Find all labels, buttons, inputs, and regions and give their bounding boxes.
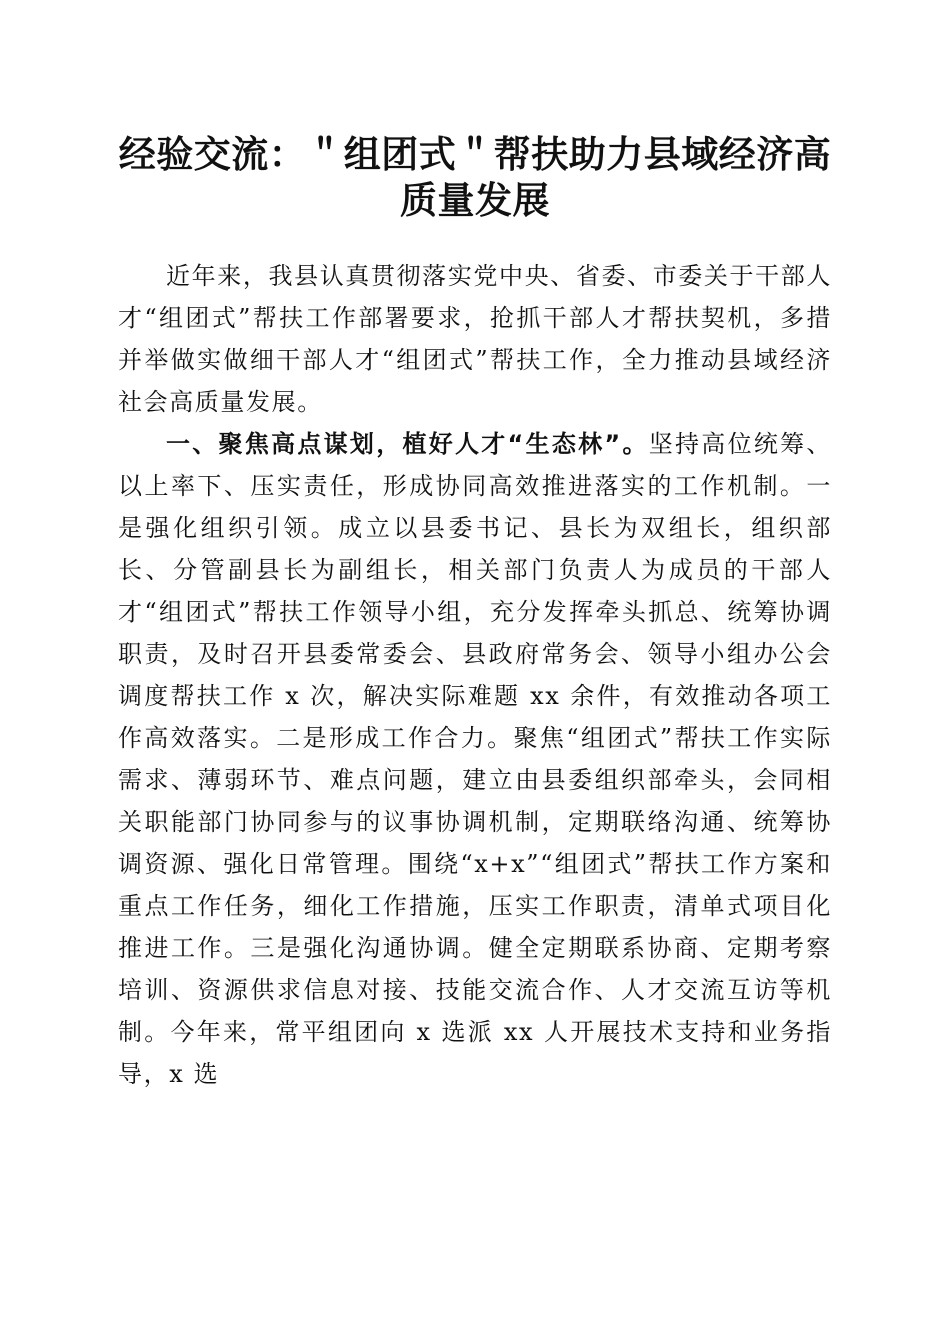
document-title: 经验交流：＂组团式＂帮扶助力县域经济高质量发展 [118,133,832,222]
section-one-heading: 一、聚焦高点谋划，植好人才“生态林”。 [166,430,649,458]
document-body [118,255,832,1095]
section-one-text: 坚持高位统筹、以上率下、压实责任，形成协同高效推进落实的工作机制。一是强化组织引领。成立以县委书记、县长为双组长，组织部长、分管副县长为副组长，相关部门负责人为成员的干部人才“组团式”帮扶工作领导小组，充分发挥牵头抓总、统筹协调职责，及时召开县委常委会、县政府常务会、领导小组办公会调度帮扶工作 x 次，解决实际难题 xx 余件，有效推动各项工作高效落实。二是形成工作合力。聚焦“组团式”帮扶工作实际需求、薄弱环节、难点问题，建立由县委组织部牵头，会同相关职能部门协同参与的议事协调机制，定期联络沟通、统筹协调资源、强化日常管理。围绕“x+x”“组团式”帮扶工作方案和重点工作任务，细化工作措施，压实工作职责，清单式项目化推进工作。三是强化沟通协调。健全定期联系协商、定期考察培训、资源供求信息对接、技能交流合作、人才交流互访等机制。今年来，常平组团向 x 选派 xx 人开展技术支持和业务指导，x 选 [118,430,832,1088]
intro-paragraph [118,255,832,423]
section-one-paragraph [118,423,832,1095]
intro-paragraph-text: 近年来，我县认真贯彻落实党中央、省委、市委关于干部人才“组团式”帮扶工作部署要求，抢抓干部人才帮扶契机，多措并举做实做细干部人才“组团式”帮扶工作，全力推动县域经济社会高质量发展。 [118,262,832,416]
